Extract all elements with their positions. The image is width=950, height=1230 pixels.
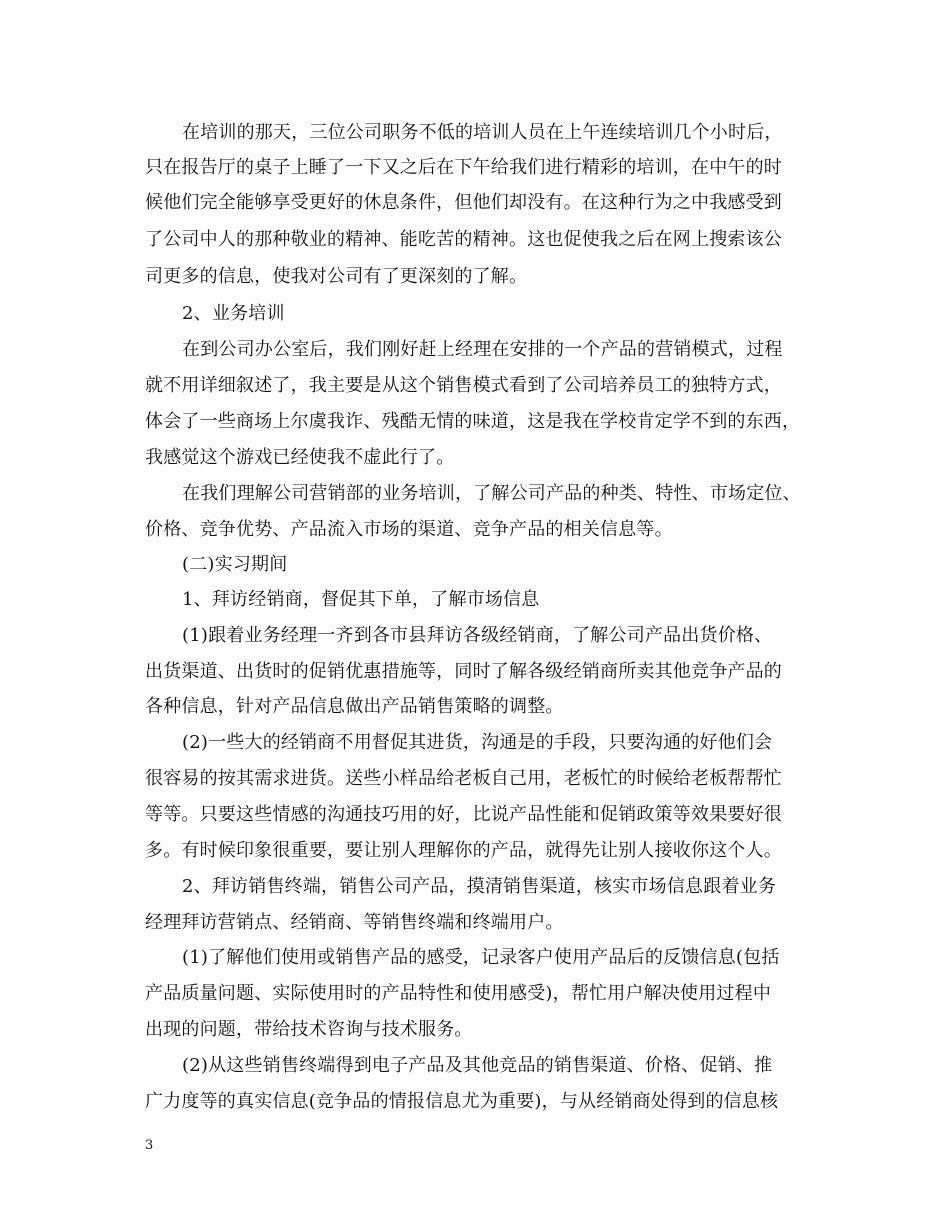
section-heading: 2、拜访销售终端，销售公司产品，摸清销售渠道，核实市场信息跟着业务 <box>182 876 777 897</box>
text-line: 价格、竞争优势、产品流入市场的渠道、竞争产品的相关信息等。 <box>145 519 673 540</box>
text-line: 在培训的那天，三位公司职务不低的培训人员在上午连续培训几个小时后， <box>182 122 783 143</box>
text-line: 很容易的按其需求进货。送些小样品给老板自己用，老板忙的时候给老板帮帮忙 <box>145 768 782 789</box>
text-line: 经理拜访营销点、经销商、等销售终端和终端用户。 <box>145 912 564 933</box>
text-line: (1)跟着业务经理一齐到各市县拜访各级经销商，了解公司产品出货价格、 <box>182 625 773 646</box>
text-line: (2)一些大的经销商不用督促其进货，沟通是的手段，只要沟通的好他们会 <box>182 732 773 753</box>
text-line: 产品质量问题、实际使用时的产品特性和使用感受)，帮忙用户解决使用过程中 <box>145 983 772 1004</box>
text-line: 只在报告厅的桌子上睡了一下又之后在下午给我们进行精彩的培训，在中午的时 <box>145 157 782 178</box>
section-heading: 1、拜访经销商，督促其下单，了解市场信息 <box>182 589 540 610</box>
text-line: 在我们理解公司营销部的业务培训，了解公司产品的种类、特性、市场定位、 <box>182 483 801 504</box>
text-line: 广力度等的真实信息(竞争品的情报信息尤为重要)，与从经销商处得到的信息核 <box>145 1091 779 1112</box>
text-line: 多。有时候印象很重要，要让别人理解你的产品，就得先让别人接收你这个人。 <box>145 840 782 861</box>
text-line: (2)从这些销售终端得到电子产品及其他竞品的销售渠道、价格、促销、推 <box>182 1055 773 1076</box>
text-line: 在到公司办公室后，我们刚好赶上经理在安排的一个产品的营销模式，过程 <box>182 339 783 360</box>
text-line: 就不用详细叙述了，我主要是从这个销售模式看到了公司培养员工的独特方式， <box>145 375 782 396</box>
section-heading: 2、业务培训 <box>182 303 285 324</box>
text-line: 候他们完全能够享受更好的休息条件，但他们却没有。在这种行为之中我感受到 <box>145 192 782 213</box>
text-line: 体会了一些商场上尔虞我诈、残酷无情的味道，这是我在学校肯定学不到的东西， <box>145 411 801 432</box>
text-line: 出现的问题，带给技术咨询与技术服务。 <box>145 1019 473 1040</box>
text-line: 了公司中人的那种敬业的精神、能吃苦的精神。这也促使我之后在网上搜索该公 <box>145 229 782 250</box>
section-heading: (二)实习期间 <box>182 554 288 575</box>
text-line: 司更多的信息，使我对公司有了更深刻的了解。 <box>145 266 528 287</box>
text-line: 出货渠道、出货时的促销优惠措施等，同时了解各级经销商所卖其他竞争产品的 <box>145 661 782 682</box>
text-line: (1)了解他们使用或销售产品的感受，记录客户使用产品后的反馈信息(包括 <box>182 947 780 968</box>
text-line: 我感觉这个游戏已经使我不虚此行了。 <box>145 447 455 468</box>
text-line: 等等。只要这些情感的沟通技巧用的好，比说产品性能和促销政策等效果要好很 <box>145 804 782 825</box>
text-line: 各种信息，针对产品信息做出产品销售策略的调整。 <box>145 696 564 717</box>
page-number: 3 <box>145 1138 154 1153</box>
